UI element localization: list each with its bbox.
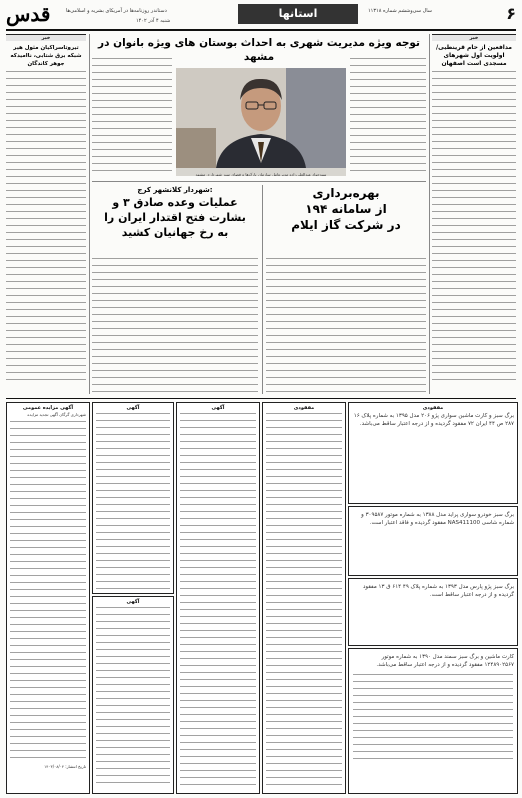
- lost-tag: مفقودی: [422, 405, 444, 411]
- right-column-body: [432, 71, 516, 381]
- gas-headline-line3: در شرکت گاز ایلام: [291, 218, 401, 232]
- gas-headline-line2: از سامانه ۱۹۴: [305, 202, 387, 216]
- ad-date: تاریخ انتشار: ۱۴۰۳/۰۸/۰۴: [44, 764, 86, 769]
- karaj-body: [92, 258, 258, 394]
- mashhad-body-right: [350, 58, 426, 176]
- ad-tag: آگهی: [126, 599, 140, 605]
- masthead-info-1: دستاندر روزنامه‌ها در آمریکای بشریه و اسلامی‌ها: [66, 8, 167, 14]
- karaj-headline-line2: بشارت فتح اقتدار ایران را: [104, 211, 246, 224]
- ad-tag: آگهی: [211, 405, 225, 411]
- newspaper-logo: قدس: [6, 2, 51, 26]
- section-banner: استانها: [238, 4, 358, 24]
- lost-tag: مفقودی: [293, 405, 315, 411]
- ad-column-1: [6, 402, 90, 794]
- masthead-rule: [6, 29, 516, 31]
- ad-column-5: [262, 402, 346, 794]
- gas-body: [266, 258, 426, 394]
- lost-item-3: برگ سبز پژو پارس مدل ۱۳۹۳ به شماره پلاک ۴۹ ۶۱۴ ق ۱۳ مفقود گردیده و از درجه اعتبار ساقط است.: [348, 578, 518, 646]
- left-column-tag: خبر: [6, 34, 86, 41]
- official-portrait-photo: [176, 68, 346, 176]
- portrait-image: [176, 68, 346, 168]
- mashhad-body-left: [92, 58, 172, 176]
- photo-caption: سیدجواد عبدالعلی‌زاده مدیرعامل سازمان پارک‌ها و فضای سبز شهرداری مشهد: [195, 172, 327, 176]
- right-column-headline: مدافعین از حام قرینطیی/ اولویت اول شهرهای مسجدی است اصفهان: [435, 44, 513, 67]
- ad-tag: آگهی: [126, 405, 140, 411]
- gas-headline-line1: بهره‌برداری: [312, 186, 380, 200]
- masthead-date: شنبه ۴ آذر ۱۴۰۲: [136, 18, 171, 24]
- left-column-article: [6, 34, 86, 394]
- column-divider: [262, 185, 263, 394]
- ad-box-2: [92, 402, 174, 594]
- karaj-headline-block: [92, 185, 258, 255]
- right-column-tag: خبر: [432, 34, 516, 41]
- karaj-headline-line1: عملیات وعده صادق ۳ و: [112, 196, 238, 209]
- left-column-body: [6, 71, 86, 383]
- page-number: ۶: [506, 4, 516, 23]
- karaj-kicker: شهردار کلانشهر کرج:: [137, 186, 213, 194]
- column-divider: [429, 34, 430, 394]
- lost-item-4: کارت ماشین و برگ سبز سمند مدل ۱۳۹۰ به شماره موتور ۱۲۴۸۹۰۲۵۶۷ مفقود گردیده و از درجه اعتبار ساقط می‌باشد.: [348, 648, 518, 794]
- left-column-headline: تیروتاسراکیان مثول هیر شبکه برق شتابی، ناامیدکه جوهر کاندگان: [10, 45, 82, 67]
- right-column-article: [432, 34, 516, 394]
- lost-item-1: مفقودی برگ سبز و کارت ماشین سواری پژو ۲۰۶ مدل ۱۳۹۵ به شماره پلاک ۱۶ ۲۸۷ ص ۴۴ ایران ۷۲ مفقود گردیده و از درجه اعتبار ساقط می‌باشد.: [348, 402, 518, 504]
- karaj-headline-line3: به رخ جهانیان کشید: [121, 226, 229, 239]
- ad-column-4: [176, 402, 260, 794]
- ad-box-3: [92, 596, 174, 794]
- gas-headline-block: [266, 185, 426, 255]
- section-divider: [92, 181, 426, 182]
- ad-notice-title: آگهی مزایده عمومی: [22, 405, 74, 411]
- ads-section-rule: [6, 398, 516, 399]
- column-divider: [89, 34, 90, 394]
- masthead-issue: سال سی‌وششم شماره ۱۱۳۱۸: [368, 8, 432, 14]
- lost-item-2: برگ سبز خودرو سواری پراید مدل ۱۳۸۸ به شماره موتور ۳۰۹۵۸۷ و شماره شاسی NAS411100 مفقود گردیده و فاقد اعتبار است.: [348, 506, 518, 576]
- ad-notice-subtitle: شهرداری گرگان آگهی تجدید مزایده: [27, 412, 86, 417]
- mashhad-headline: توجه ویژه مدیریت شهری به احداث بوستان های ویژه بانوان در مشهد: [98, 37, 420, 63]
- masthead: [6, 2, 516, 28]
